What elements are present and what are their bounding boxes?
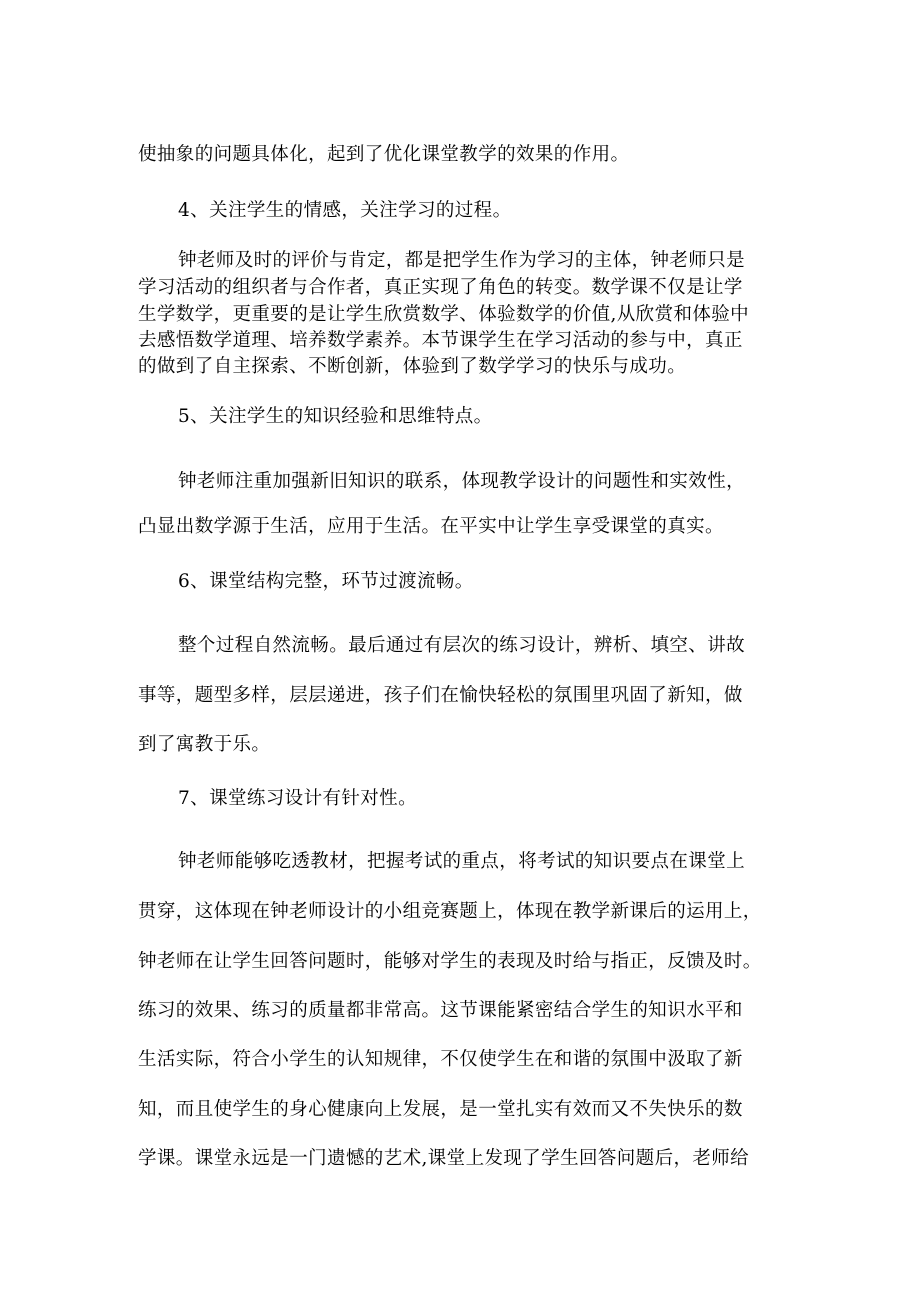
section-4-line-4: 去感悟数学道理、培养数学素养。本节课学生在学习活动的参与中，真正	[138, 330, 743, 351]
section-7-line-3: 钟老师在让学生回答问题时，能够对学生的表现及时给与指正，反馈及时。	[138, 951, 762, 972]
section-7-line-7: 学课。课堂永远是一门遗憾的艺术,课堂上发现了学生回答问题后，老师给	[138, 1148, 750, 1169]
section-7-line-6: 知，而且使学生的身心健康向上发展，是一堂扎实有效而又不失快乐的数	[138, 1099, 743, 1120]
section-7-heading: 7、课堂练习设计有针对性。	[178, 788, 417, 809]
section-6-line-2: 事等，题型多样，层层递进，孩子们在愉快轻松的氛围里巩固了新知，做	[138, 685, 743, 706]
section-7-line-2: 贯穿，这体现在钟老师设计的小组竞赛题上，体现在教学新课后的运用上，	[138, 901, 762, 922]
section-4-line-2: 学习活动的组织者与合作者，真正实现了角色的转变。数学课不仅是让学	[138, 277, 743, 298]
section-5-line-1: 钟老师注重加强新旧知识的联系，体现教学设计的问题性和实效性，	[178, 471, 746, 492]
section-6-heading: 6、课堂结构完整，环节过渡流畅。	[178, 571, 474, 592]
section-4-heading: 4、关注学生的情感，关注学习的过程。	[178, 200, 512, 221]
section-7-line-5: 生活实际，符合小学生的认知规律，不仅使学生在和谐的氛围中汲取了新	[138, 1049, 743, 1070]
section-5-line-2: 凸显出数学源于生活，应用于生活。在平实中让学生享受课堂的真实。	[138, 516, 724, 537]
section-5-heading: 5、关注学生的知识经验和思维特点。	[178, 406, 493, 427]
section-6-line-3: 到了寓教于乐。	[138, 734, 271, 755]
section-7-line-1: 钟老师能够吃透教材，把握考试的重点，将考试的知识要点在课堂上	[178, 851, 746, 872]
section-4-line-1: 钟老师及时的评价与肯定，都是把学生作为学习的主体，钟老师只是	[178, 250, 746, 271]
section-4-line-3: 生学数学，更重要的是让学生欣赏数学、体验数学的价值,从欣赏和体验中	[138, 304, 750, 325]
section-6-line-1: 整个过程自然流畅。最后通过有层次的练习设计，辨析、填空、讲故	[178, 635, 746, 656]
section-4-line-5: 的做到了自主探索、不断创新，体验到了数学学习的快乐与成功。	[138, 356, 687, 377]
intro-line: 使抽象的问题具体化，起到了优化课堂教学的效果的作用。	[138, 144, 630, 165]
section-7-line-4: 练习的效果、练习的质量都非常高。这节课能紧密结合学生的知识水平和	[138, 1000, 743, 1021]
